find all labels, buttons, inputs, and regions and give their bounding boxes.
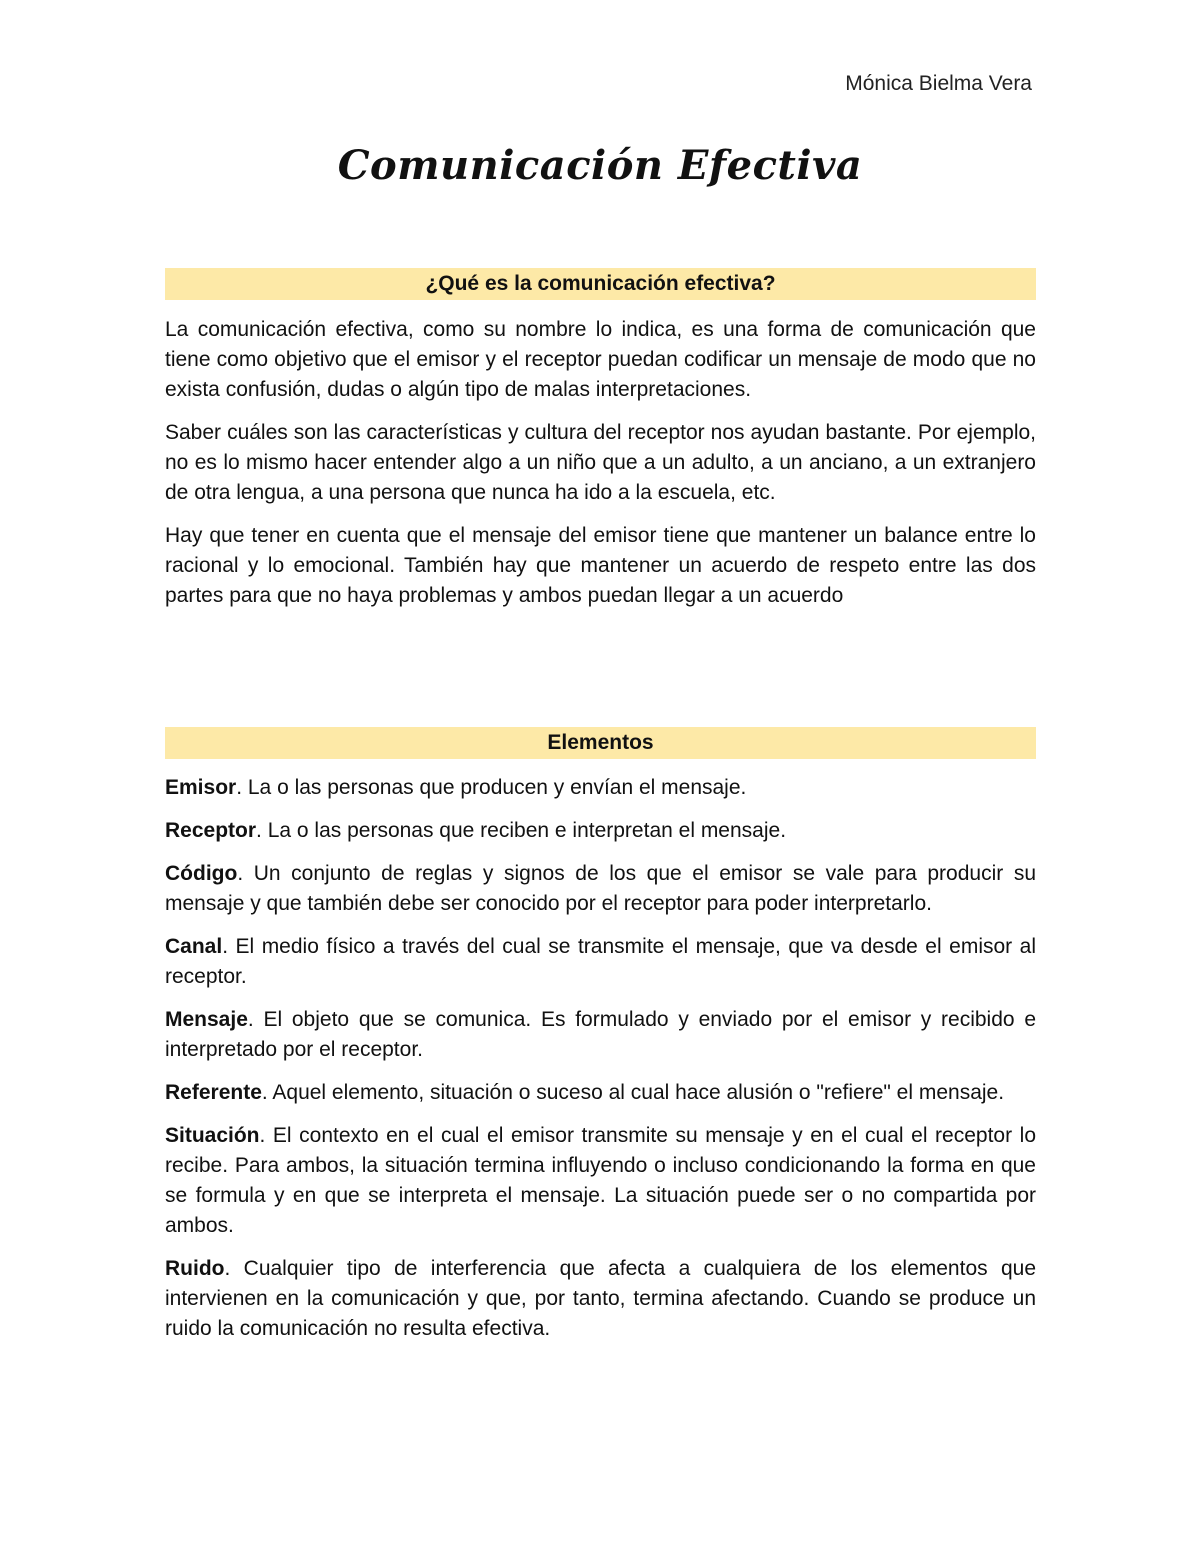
- paragraph-receptor-culture: Saber cuáles son las características y cultura del receptor nos ayudan bastante. Por ejemplo, no es lo mismo hacer entender algo a un niño que a un adulto, a un anciano, a un extranjero de otra lengua, a una persona que nunca ha ido a la escuela, etc.: [165, 421, 1036, 504]
- section-heading-what-is: ¿Qué es la comunicación efectiva?: [165, 268, 1036, 300]
- element-referente: [165, 1078, 1036, 1108]
- element-term: Situación: [165, 1124, 260, 1147]
- element-term: Receptor: [165, 819, 257, 842]
- element-ruido: [165, 1254, 1036, 1344]
- author-name: Mónica Bielma Vera: [845, 72, 1032, 95]
- element-receptor: [165, 816, 1036, 846]
- element-description: . Un conjunto de reglas y signos de los que el emisor se vale para producir su mensaje y que también debe ser conocido por el receptor para poder interpretarlo.: [165, 862, 1036, 915]
- element-mensaje: [165, 1005, 1036, 1065]
- element-term: Código: [165, 862, 238, 885]
- element-description: . La o las personas que producen y envían el mensaje.: [236, 776, 747, 799]
- section-elements: [165, 727, 1036, 1344]
- paragraph-definition: La comunicación efectiva, como su nombre lo indica, es una forma de comunicación que tiene como objetivo que el emisor y el receptor puedan codificar un mensaje de modo que no exista confusión, dudas o algún tipo de malas interpretaciones.: [165, 318, 1036, 401]
- document-title: Comunicación Efectiva: [337, 142, 863, 189]
- element-canal: [165, 932, 1036, 992]
- element-codigo: [165, 859, 1036, 919]
- element-term: Canal: [165, 935, 223, 958]
- element-term: Emisor: [165, 776, 237, 799]
- element-situacion: [165, 1121, 1036, 1241]
- element-term: Referente: [165, 1081, 262, 1104]
- element-description: . Aquel elemento, situación o suceso al cual hace alusión o "refiere" el mensaje.: [261, 1081, 1005, 1104]
- section-what-is: [165, 268, 1036, 611]
- element-term: Mensaje: [165, 1008, 248, 1031]
- section-heading-elements: Elementos: [165, 727, 1036, 759]
- paragraph-balance: Hay que tener en cuenta que el mensaje del emisor tiene que mantener un balance entre lo racional y lo emocional. También hay que mantener un acuerdo de respeto entre las dos partes para que no haya problemas y ambos puedan llegar a un acuerdo: [165, 524, 1036, 607]
- element-term: Ruido: [165, 1257, 225, 1280]
- element-emisor: [165, 773, 1036, 803]
- element-description: . El objeto que se comunica. Es formulado y enviado por el emisor y recibido e interpretado por el receptor.: [165, 1008, 1036, 1061]
- element-description: . La o las personas que reciben e interpretan el mensaje.: [256, 819, 787, 842]
- element-description: . El contexto en el cual el emisor transmite su mensaje y en el cual el receptor lo recibe. Para ambos, la situación termina influyendo o incluso condicionando la forma en que se formula y en que se interpreta el mensaje. La situación puede ser o no compartida por ambos.: [165, 1124, 1036, 1237]
- element-description: . Cualquier tipo de interferencia que afecta a cualquiera de los elementos que intervienen en la comunicación y que, por tanto, termina afectando. Cuando se produce un ruido la comunicación no resulta efectiva.: [165, 1257, 1036, 1340]
- element-description: . El medio físico a través del cual se transmite el mensaje, que va desde el emisor al receptor.: [165, 935, 1036, 988]
